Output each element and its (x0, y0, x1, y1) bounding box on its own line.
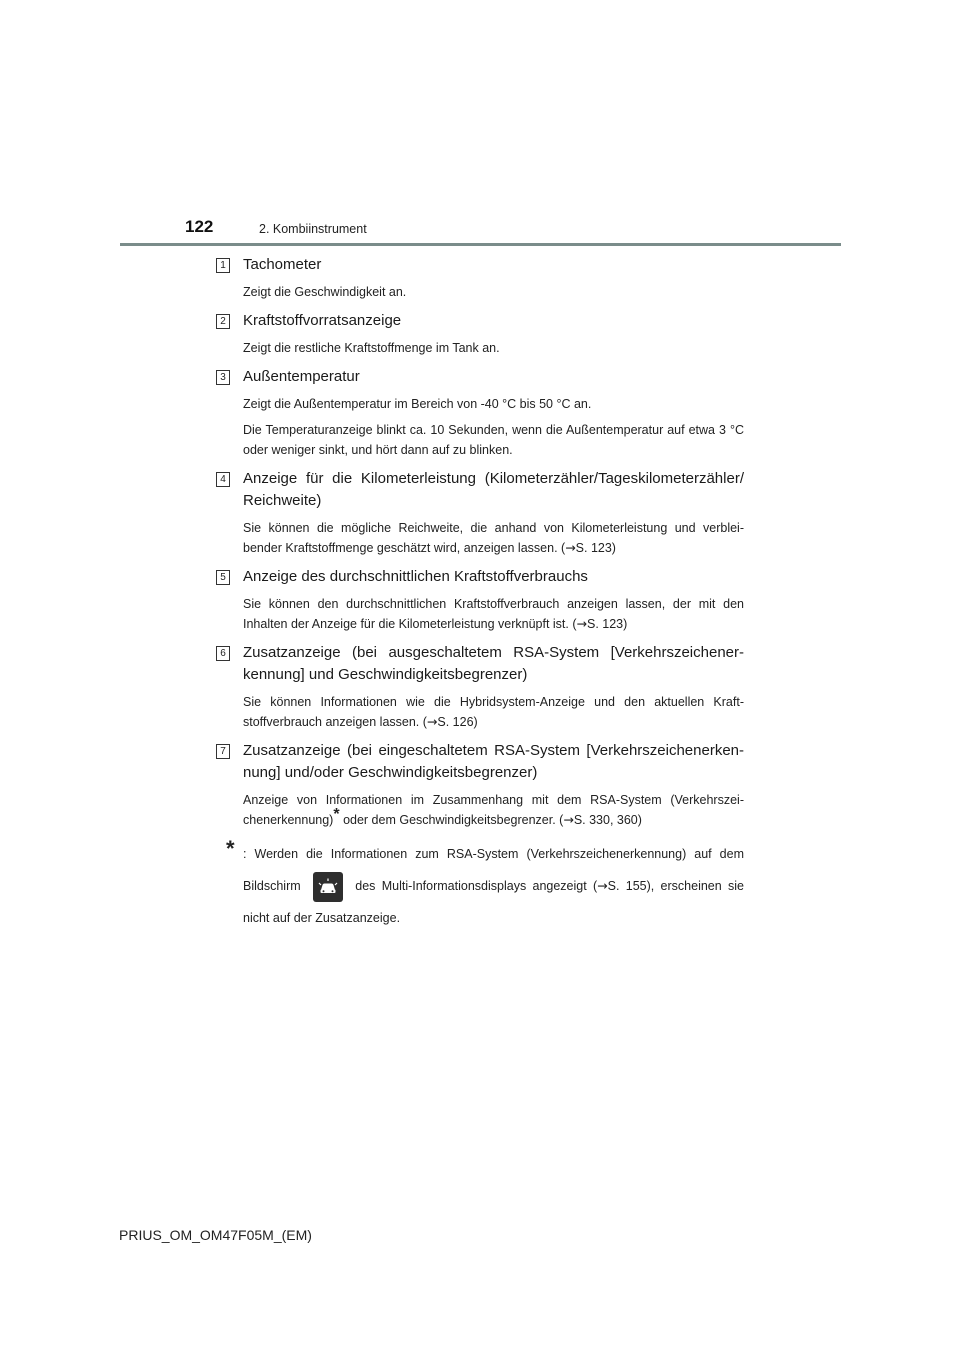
car-icon (316, 875, 340, 899)
item-number-badge: 4 (216, 472, 230, 487)
list-item (216, 566, 744, 634)
item-text: Sie können Informationen wie die Hybridsystem-Anzeige und den aktuellen Kraft- stoffverbrauch anzeigen lassen. ( (243, 695, 744, 729)
item-paragraph (243, 790, 744, 830)
footnote-star: * (226, 836, 235, 861)
item-title: Zusatzanzeige (bei ausgeschaltetem RSA-System [Verkehrszeichener- kennung] und Geschwindigkeitsbegrenzer) (243, 644, 744, 683)
item-number-badge: 2 (216, 314, 230, 329)
footnote-text: : Werden die Informationen zum RSA-System (Verkehrszeichenerkennung) auf dem Bildschirm (243, 847, 744, 893)
item-title: Kraftstoffvorratsanzeige (243, 312, 402, 329)
arrow-icon: → (597, 878, 608, 893)
item-paragraph (243, 518, 744, 558)
document-code: PRIUS_OM_OM47F05M_(EM) (119, 1227, 312, 1243)
list-item (216, 642, 744, 732)
item-text: Anzeige von Informationen im Zusammenhang mit dem RSA-System (Verkehrszei- chenerkennung) (243, 793, 744, 827)
item-paragraph: Zeigt die restliche Kraftstoffmenge im Tank an. (243, 341, 500, 355)
item-description (243, 394, 744, 460)
item-text: Sie können den durchschnittlichen Kraftstoffverbrauch anzeigen lassen, der mit den Inhalten der Anzeige für die Kilometerleistung verknüpft ist. ( (243, 597, 744, 631)
footnote (226, 836, 744, 934)
page-number: 122 (185, 217, 214, 236)
item-description (243, 594, 744, 634)
arrow-icon: → (563, 812, 574, 827)
item-paragraph (243, 692, 744, 732)
list-item (216, 468, 744, 558)
page-reference: S. 330, 360) (573, 813, 642, 827)
list-item (216, 740, 744, 830)
item-title: Anzeige des durchschnittlichen Kraftstoffverbrauchs (243, 568, 588, 585)
item-number-badge: 5 (216, 570, 230, 585)
item-number-badge: 1 (216, 258, 230, 273)
item-number-badge: 3 (216, 370, 230, 385)
footnote-text: des Multi-Informationsdisplays angezeigt ( (355, 879, 598, 893)
list-item (216, 254, 744, 302)
footnote-marker: * (333, 806, 340, 823)
item-description (243, 338, 744, 358)
arrow-icon: → (565, 540, 576, 555)
item-list (216, 254, 744, 934)
arrow-icon: → (426, 714, 438, 729)
page-reference: S. 126) (437, 715, 478, 729)
item-text: oder dem Geschwindigkeitsbegrenzer. ( (339, 813, 564, 827)
arrow-icon: → (576, 616, 587, 631)
chapter-title: 2. Kombiinstrument (259, 222, 367, 236)
item-title: Anzeige für die Kilometerleistung (Kilometerzähler/Tageskilometerzähler/ Reichweite) (243, 470, 744, 509)
vehicle-display-icon (313, 872, 343, 902)
item-paragraph: Zeigt die Geschwindigkeit an. (243, 285, 407, 299)
item-description (243, 518, 744, 558)
item-title: Außentemperatur (243, 368, 360, 385)
page-reference: S. 155), erscheinen sie nicht auf der Zusatzanzeige. (243, 879, 744, 925)
item-description (243, 790, 744, 830)
list-item (216, 366, 744, 460)
item-text: Sie können die mögliche Reichweite, die anhand von Kilometerleistung und verblei- bender Kraftstoffmenge geschätzt wird, anzeigen lassen. ( (243, 521, 744, 555)
item-title: Zusatzanzeige (bei eingeschaltetem RSA-System [Verkehrszeichenerken- nung] und/oder Geschwindigkeitsbegrenzer) (243, 742, 744, 781)
item-number-badge: 7 (216, 744, 230, 759)
page-reference: S. 123) (587, 617, 628, 631)
item-description (243, 692, 744, 732)
item-number-badge: 6 (216, 646, 230, 661)
page-reference: S. 123) (575, 541, 616, 555)
item-description (243, 282, 744, 302)
header-divider (120, 243, 841, 246)
list-item (216, 310, 744, 358)
item-paragraph: Zeigt die Außentemperatur im Bereich von -40 °C bis 50 °C an. (243, 397, 592, 411)
item-paragraph: Die Temperaturanzeige blinkt ca. 10 Sekunden, wenn die Außentemperatur auf etwa 3 °C oder weniger sinkt, und hört dann auf zu blinken. (243, 423, 744, 457)
item-paragraph (243, 594, 744, 634)
item-title: Tachometer (243, 256, 322, 273)
